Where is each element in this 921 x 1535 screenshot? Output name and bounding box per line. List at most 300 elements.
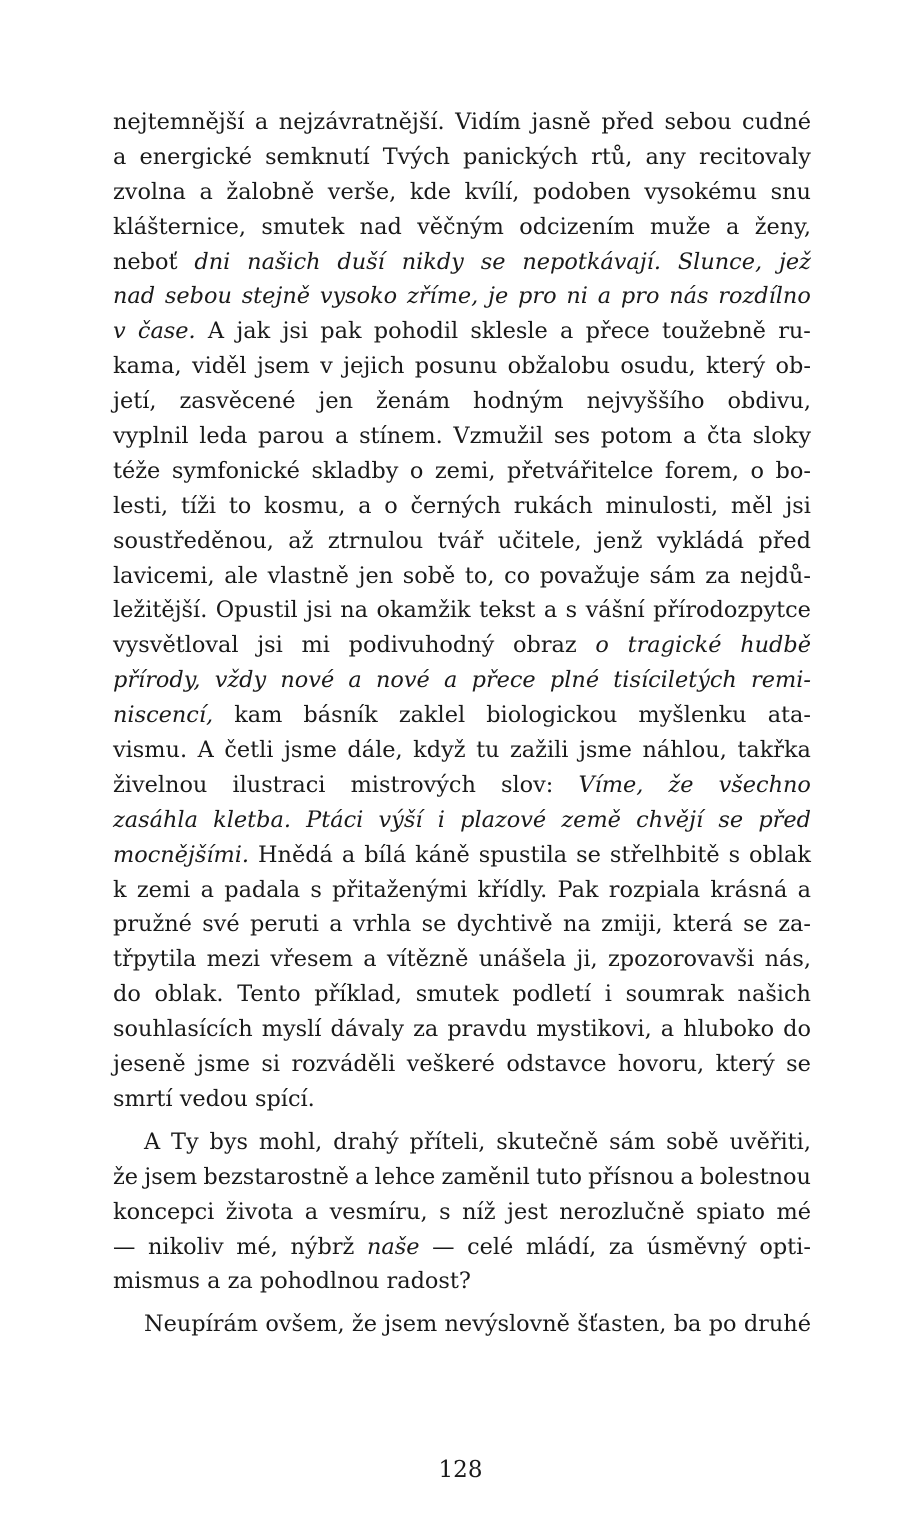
word: a [113, 143, 127, 170]
word: biologickou [486, 702, 618, 729]
word: přírodozpytce [653, 597, 811, 624]
word: a [726, 213, 740, 240]
word: zvolna [113, 178, 186, 205]
word: odcizením [519, 213, 635, 240]
word: a [597, 283, 612, 310]
word: semknutí [265, 143, 370, 170]
word: vysvětloval [113, 632, 239, 659]
word: a [444, 667, 458, 694]
text-line [113, 768, 811, 803]
word: tuto [536, 1163, 582, 1190]
word: čase. [137, 318, 196, 345]
word: opti- [759, 1233, 811, 1260]
word: dni [194, 248, 231, 275]
word: plazové [460, 806, 547, 833]
word: nepotkávají. [522, 248, 661, 275]
word: a [355, 1163, 369, 1190]
word: neboť [113, 248, 178, 275]
word: káně [415, 841, 470, 868]
word: a [304, 1198, 319, 1225]
word: vždy [214, 667, 267, 694]
word: ob- [775, 353, 811, 380]
word: veškeré [406, 1051, 495, 1078]
word: výší [378, 806, 423, 833]
text-line [113, 175, 811, 210]
word: Víme, [578, 771, 644, 798]
word: nejdů- [739, 562, 811, 589]
word: nad [359, 213, 402, 240]
word: vlastně [267, 562, 349, 589]
word: jsme [578, 737, 632, 764]
word: zasvěcené [179, 388, 296, 415]
word: a [348, 667, 362, 694]
word: zemi, [434, 457, 496, 484]
word: co [504, 562, 531, 589]
word: pro [620, 283, 660, 310]
word: leda [199, 423, 248, 450]
word: se [421, 911, 447, 938]
word: tvář [437, 527, 484, 554]
word: vesmíru, [329, 1198, 428, 1225]
word: přece [471, 667, 536, 694]
word: rozpiala [608, 876, 701, 903]
word: obžalobu [507, 353, 611, 380]
word: našich [247, 248, 321, 275]
word: tu [476, 737, 500, 764]
word: přitaženými [332, 876, 468, 903]
word: oblak [749, 841, 811, 868]
word: jejich [343, 353, 405, 380]
word: nikdy [401, 248, 464, 275]
word: všechno [718, 771, 811, 798]
word: ses [553, 423, 591, 450]
text-line [113, 942, 811, 977]
word: sám [609, 1128, 656, 1155]
word: vřesem [270, 946, 353, 973]
word: ba [673, 1311, 702, 1338]
word: jetí, [113, 388, 157, 415]
word: lavicemi, [113, 562, 215, 589]
word: potom [600, 423, 673, 450]
word: snu [770, 178, 811, 205]
word: se [786, 1051, 811, 1078]
word: bezstarostně [203, 1163, 349, 1190]
word: bo- [775, 457, 811, 484]
word: vrhla [352, 911, 412, 938]
body-text [113, 105, 811, 1342]
word: souhlasících [113, 1016, 253, 1043]
word: niscencí, [113, 702, 214, 729]
word: země [561, 806, 621, 833]
word: recitovaly [699, 143, 811, 170]
word: mistrových [350, 771, 476, 798]
word: který [705, 353, 766, 380]
word: panických [463, 143, 579, 170]
word: ženám [376, 388, 451, 415]
word: střelhbitě [609, 841, 720, 868]
word: to [228, 492, 252, 519]
word: pak [320, 318, 362, 345]
word: k [113, 876, 127, 903]
word: remi- [751, 667, 811, 694]
word: minulosti, [605, 492, 719, 519]
word: věčným [417, 213, 504, 240]
text-line [113, 245, 811, 280]
word: padala [224, 876, 301, 903]
text-line [113, 489, 811, 524]
word: až [288, 527, 314, 554]
word: nás, [764, 946, 811, 973]
word: soustředěnou, [113, 527, 274, 554]
word: muže [649, 213, 711, 240]
word: smutek [415, 981, 499, 1008]
word: koncepci [113, 1198, 215, 1225]
word: ata- [767, 702, 811, 729]
word: tragické [627, 632, 722, 659]
word: do [113, 981, 141, 1008]
word: zpozorovavši [607, 946, 755, 973]
word: jsme [197, 1051, 250, 1078]
word: obraz [513, 632, 577, 659]
word: vysokému [644, 178, 758, 205]
word: v [113, 318, 126, 345]
text-line [113, 873, 811, 908]
word: a [199, 178, 213, 205]
word: tisíciletých [613, 667, 737, 694]
word: jsi [306, 597, 332, 624]
word: Opustil [215, 597, 298, 624]
word: kletba. [213, 806, 291, 833]
word: celé [467, 1233, 514, 1260]
word: podoben [533, 178, 631, 205]
word: krásná [710, 876, 788, 903]
word: živelnou [113, 771, 208, 798]
word: ale [224, 562, 258, 589]
word: duší [337, 248, 385, 275]
word: mé, [236, 1233, 278, 1260]
word: před [758, 527, 811, 554]
word: zaklel [398, 702, 466, 729]
word: sklesle [470, 318, 548, 345]
word: když [413, 737, 466, 764]
word: jasně [531, 109, 591, 135]
word: je [488, 283, 509, 310]
word: bys [209, 1128, 248, 1155]
word: kosmu, [264, 492, 346, 519]
word: pružné [113, 911, 192, 938]
word: kde [409, 178, 452, 205]
word: tekst [479, 597, 536, 624]
text-line [113, 838, 811, 873]
word: s [728, 841, 741, 868]
word: kvílí, [464, 178, 520, 205]
word: ztrnulou [327, 527, 424, 554]
word: Ptáci [306, 806, 364, 833]
word: any [645, 143, 686, 170]
word: posunu [414, 353, 498, 380]
word: křídly. [477, 876, 548, 903]
word: o [595, 632, 609, 659]
word: rukách [513, 492, 593, 519]
text-line [113, 1264, 811, 1299]
word: přetvářitelce [506, 457, 654, 484]
word: za [705, 562, 731, 589]
word: hudbě [740, 632, 811, 659]
text-line [113, 593, 811, 628]
word: hovoru, [617, 1051, 705, 1078]
word: viděl [191, 353, 247, 380]
word: sobě [402, 562, 456, 589]
word: energické [139, 143, 252, 170]
word: jsem [256, 353, 310, 380]
word: nýbrž [290, 1233, 355, 1260]
word: před [601, 109, 654, 135]
word: podletí [512, 981, 592, 1008]
text-line [113, 419, 811, 454]
word: jsi [785, 492, 811, 519]
word: četli [224, 737, 274, 764]
word: dávaly [330, 1016, 404, 1043]
word: mystikovi, [536, 1016, 652, 1043]
word: a [683, 423, 697, 450]
word: náhlou, [642, 737, 727, 764]
word: se [718, 806, 744, 833]
word: soumrak [625, 981, 724, 1008]
word: dychtivě [456, 911, 553, 938]
word: šťasten, [577, 1311, 667, 1338]
text-line [113, 384, 811, 419]
word: lesti, [113, 492, 169, 519]
text-line [113, 663, 811, 698]
word: obdivu, [727, 388, 811, 415]
word: nerozlučně [559, 1198, 685, 1225]
word: a [341, 841, 356, 868]
word: jeseně [113, 1051, 186, 1078]
word: jsme [283, 737, 337, 764]
word: jsem [144, 1163, 198, 1190]
text-line [113, 907, 811, 942]
word: a [329, 911, 343, 938]
word: hluboko [683, 1016, 775, 1043]
word: na [563, 911, 591, 938]
text-line [113, 1230, 811, 1265]
word: mismus a za pohodlnou radost? [113, 1268, 471, 1295]
text-line [113, 559, 811, 594]
word: ženy, [754, 213, 811, 240]
text-line [113, 733, 811, 768]
word: po [708, 1311, 737, 1338]
word: vykládá [656, 527, 744, 554]
word: jsi [282, 318, 309, 345]
word: vášní [585, 597, 645, 624]
word: Hnědá [258, 841, 333, 868]
text-line [113, 279, 811, 314]
word: lehce [374, 1163, 436, 1190]
word: ležitější. [113, 597, 208, 624]
word: že [668, 771, 694, 798]
word: o [384, 492, 398, 519]
word: parou [258, 423, 325, 450]
text-line [113, 524, 811, 559]
word: A [207, 318, 225, 345]
word: nové [376, 667, 430, 694]
word: jest [507, 1198, 548, 1225]
word: našich [737, 981, 811, 1008]
word: Slunce, [677, 248, 763, 275]
text-line [113, 349, 811, 384]
word: a [335, 423, 349, 450]
word: nevýslovně [444, 1311, 570, 1338]
word: Tvých [382, 143, 450, 170]
word: naše [366, 1233, 420, 1260]
word: peruti [250, 911, 319, 938]
word: A [144, 1128, 161, 1155]
word: přísnou [588, 1163, 675, 1190]
word: oblak. [154, 981, 224, 1008]
word: básník [303, 702, 378, 729]
word: pro [518, 283, 557, 310]
word: vismu. [113, 737, 188, 764]
word: před [758, 806, 811, 833]
word: myslí [261, 1016, 322, 1043]
text-line [113, 698, 811, 733]
word: Pak [557, 876, 599, 903]
word: ovšem, [265, 1311, 345, 1338]
word: skutečně [496, 1128, 599, 1155]
word: symfonické [171, 457, 300, 484]
word: chvějí [636, 806, 704, 833]
word: zasáhla [113, 806, 198, 833]
word: mé [776, 1198, 811, 1225]
word: za [413, 1016, 439, 1043]
word: jež [778, 248, 811, 275]
word: pravdu [447, 1016, 528, 1043]
word: s [565, 597, 578, 624]
word: jenž [596, 527, 643, 554]
word: své [202, 911, 240, 938]
text-line [113, 1012, 811, 1047]
word: mi [301, 632, 330, 659]
word: stejně [241, 283, 311, 310]
word: učitele, [497, 527, 582, 554]
word: jen [358, 562, 394, 589]
word: smutek [261, 213, 345, 240]
word: unášela [478, 946, 567, 973]
word: nové [280, 667, 335, 694]
word: Vzmužil [453, 423, 544, 450]
word: v [320, 353, 333, 380]
text-line [113, 628, 811, 663]
word: klášternice, [113, 213, 247, 240]
text-line [113, 803, 811, 838]
word: hodným [473, 388, 564, 415]
word: kama, [113, 353, 182, 380]
word: spustila [478, 841, 568, 868]
text-line [113, 105, 811, 140]
word: sám [649, 562, 696, 589]
word: příklad, [314, 981, 402, 1008]
word: sobě [666, 1128, 719, 1155]
word: zaměnil [441, 1163, 530, 1190]
word: téže [113, 457, 161, 484]
text-line [113, 314, 811, 349]
word: Ty [171, 1128, 199, 1155]
text-line [113, 454, 811, 489]
word: verše, [327, 178, 397, 205]
word: tíži [180, 492, 217, 519]
word: pohodil [373, 318, 459, 345]
text-line [113, 1082, 811, 1117]
word: s [439, 1198, 451, 1225]
text-line [113, 210, 811, 245]
word: odstavce [506, 1051, 607, 1078]
word: nejtemnější [113, 109, 245, 135]
word: ni [566, 283, 588, 310]
word: nejvyššího [586, 388, 705, 415]
word: přírody, [113, 667, 201, 694]
word: života [225, 1198, 294, 1225]
word: plné [549, 667, 600, 694]
word: si [261, 1051, 281, 1078]
word: stínem. [359, 423, 443, 450]
word: myšlenku [638, 702, 747, 729]
word: drahý [333, 1128, 399, 1155]
word: že [351, 1311, 377, 1338]
word: nad [113, 283, 156, 310]
word: do [783, 1016, 811, 1043]
word: který [715, 1051, 775, 1078]
word: druhé [743, 1311, 811, 1338]
word: zažili [510, 737, 569, 764]
word: Tento [237, 981, 301, 1008]
word: kam [234, 702, 283, 729]
word: jsi [257, 632, 283, 659]
word: sloky [752, 423, 811, 450]
word: toužebně [661, 318, 766, 345]
word: uvěřiti, [729, 1128, 811, 1155]
word: rozváděli [291, 1051, 396, 1078]
word: bolestnou [699, 1163, 811, 1190]
word: a [358, 492, 372, 519]
word: o [750, 457, 764, 484]
word: za- [778, 911, 811, 938]
word: mocnějšími. [113, 841, 250, 868]
word: příteli, [409, 1128, 486, 1155]
word: i [437, 806, 445, 833]
word: A [197, 737, 214, 764]
word: považuje [539, 562, 640, 589]
word: bílá [364, 841, 407, 868]
word: rtů, [591, 143, 633, 170]
word: cudné [742, 109, 811, 135]
word: okamžik [376, 597, 471, 624]
word: — [432, 1233, 455, 1260]
word: úsměvný [646, 1233, 747, 1260]
word: smrtí vedou spící. [113, 1085, 315, 1112]
word: vysoko [319, 283, 398, 310]
word: nejzávratnější. [278, 109, 445, 135]
word: a [543, 597, 558, 624]
word: žalobně [226, 178, 315, 205]
word: nikoliv [148, 1233, 224, 1260]
text-line [113, 1160, 811, 1195]
word: jsem [384, 1311, 438, 1338]
word: vyplnil [113, 423, 189, 450]
word: jak [236, 318, 271, 345]
word: čta [707, 423, 742, 450]
word: Neupírám [144, 1311, 259, 1338]
word: a [797, 876, 811, 903]
